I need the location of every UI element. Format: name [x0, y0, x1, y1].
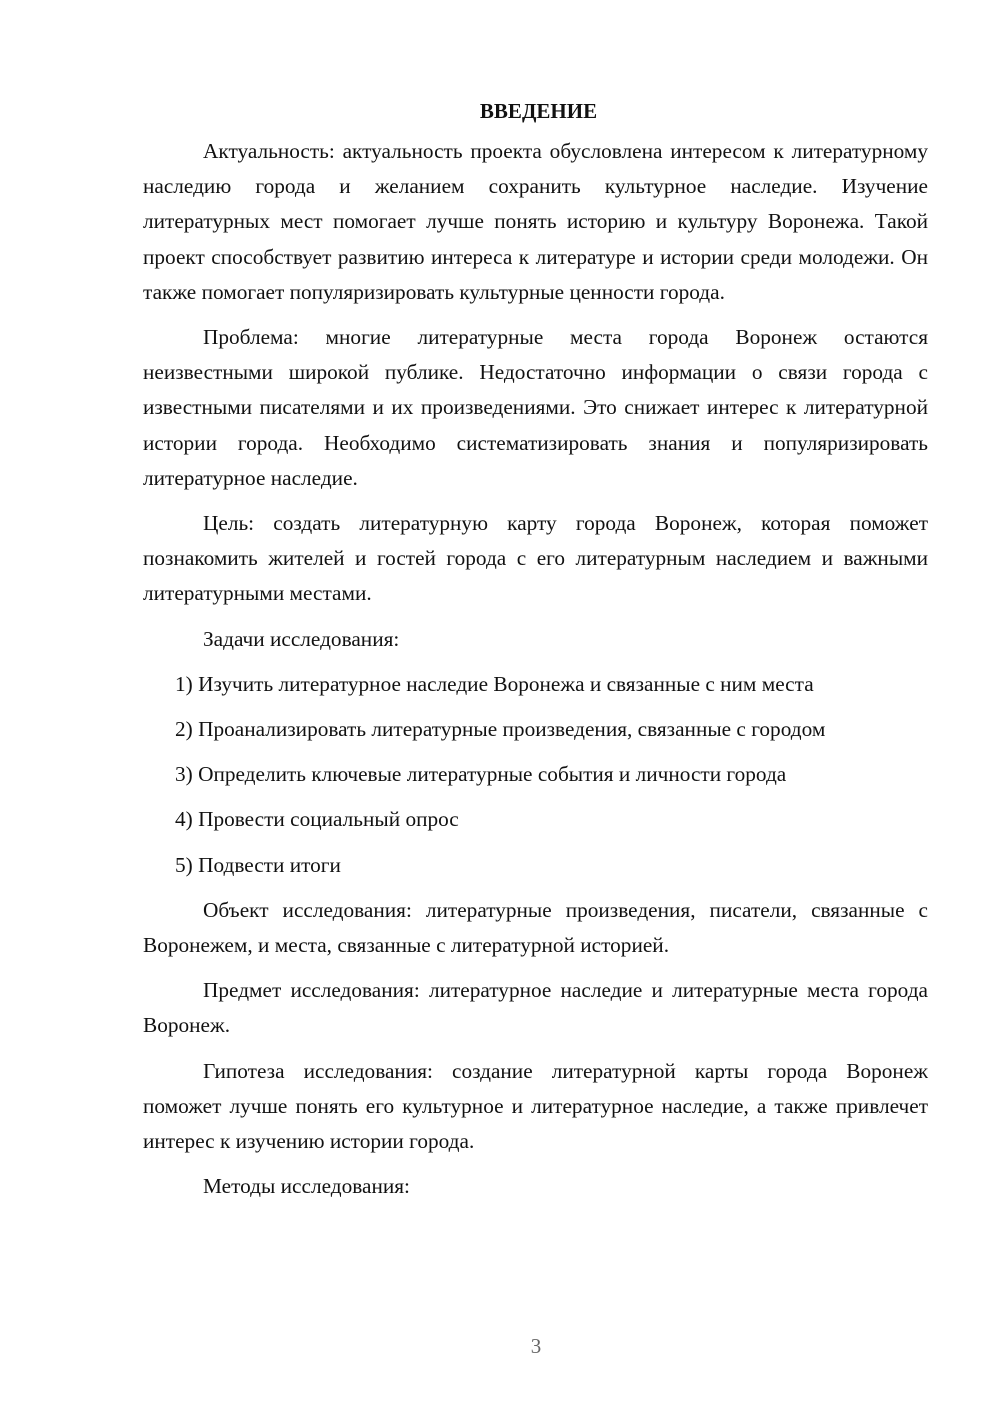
paragraph-problem: Проблема: многие литературные места города Воронеж остаются неизвестными широкой публике. Недостаточно информации о связи города с известными писателями и их произведениями. Это снижает интерес к литературной истории города. Необходимо систематизировать знания и популяризировать литературное наследие.: [143, 325, 928, 490]
paragraph-tasks-heading: Задачи исследования:: [203, 626, 400, 651]
paragraph-subject: Предмет исследования: литературное наследие и литературные места города Воронеж.: [143, 978, 928, 1038]
paragraph-relevance: Актуальность: актуальность проекта обусловлена интересом к литературному наследию города и желанием сохранить культурное наследие. Изучение литературных мест помогает лучше понять историю и культуру Воронежа. Такой проект способствует развитию интереса к литературе и истории среди молодежи. Он также помогает популяризировать культурные ценности города.: [143, 139, 928, 304]
task-item: 3) Определить ключевые литературные события и личности города: [175, 762, 787, 787]
paragraph-hypothesis: Гипотеза исследования: создание литературной карты города Воронеж поможет лучше понять его культурное и литературное наследие, а также привлечет интерес к изучению истории города.: [143, 1058, 928, 1154]
paragraph-object: Объект исследования: литературные произведения, писатели, связанные с Воронежем, и места, связанные с литературной историей.: [143, 897, 928, 958]
task-item: 4) Провести социальный опрос: [175, 807, 459, 832]
paragraph-goal: Цель: создать литературную карту города Воронеж, которая поможет познакомить жителей и гостей города с его литературным наследием и важными литературными местами.: [143, 511, 928, 606]
page-content: [143, 96, 928, 1214]
task-item: 2) Проанализировать литературные произведения, связанные с городом: [175, 717, 826, 742]
page-number: 3: [530, 1334, 542, 1358]
task-item: 1) Изучить литературное наследие Воронежа и связанные с ним места: [175, 671, 814, 696]
task-item: 5) Подвести итоги: [175, 852, 341, 877]
paragraph-methods-heading: Методы исследования:: [203, 1174, 410, 1199]
section-title: ВВЕДЕНИЕ: [479, 99, 598, 123]
